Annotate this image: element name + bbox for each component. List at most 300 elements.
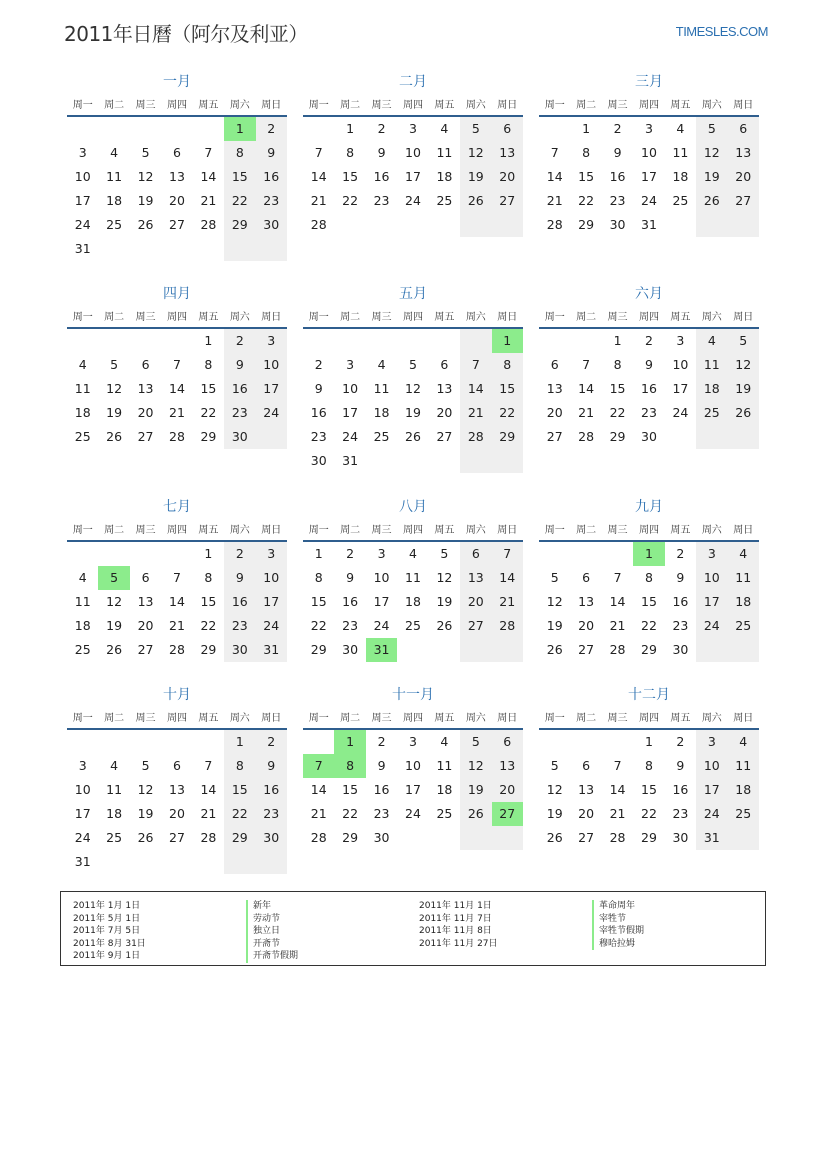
month-name: 十一月	[392, 687, 434, 703]
empty-cell	[161, 730, 192, 754]
day-cell: 23	[672, 806, 689, 821]
day-cell: 19	[546, 806, 563, 821]
day-cell: 13	[137, 381, 154, 396]
day-cell: 8	[346, 145, 355, 160]
legend-holiday-name: 开斋节	[246, 938, 298, 951]
day-cell: 29	[200, 429, 217, 444]
day-cell: 20	[436, 405, 453, 420]
weekday-label: 周一	[72, 312, 93, 323]
day-cell: 15	[578, 169, 595, 184]
empty-cell	[161, 542, 192, 566]
day-cell: 9	[256, 754, 287, 778]
day-cell: 24	[74, 830, 91, 845]
day-cell: 6	[141, 357, 150, 372]
day-cell: 21	[310, 193, 327, 208]
day-cell: 3	[676, 333, 685, 348]
day-cell: 17	[74, 193, 91, 208]
day-cell: 20	[578, 806, 595, 821]
day-cell: 1	[613, 333, 622, 348]
day-cell: 18	[74, 405, 91, 420]
weekday-label: 周六	[229, 525, 250, 536]
day-cell: 5	[110, 357, 119, 372]
day-cell: 26	[728, 401, 759, 425]
day-cell: 13	[137, 594, 154, 609]
weekday-label: 周五	[670, 100, 691, 111]
month-days	[539, 730, 759, 850]
day-cell: 20	[169, 193, 185, 208]
day-cell: 24	[696, 614, 727, 638]
legend-holiday-name: 独立日	[246, 925, 298, 938]
day-cell: 19	[728, 377, 759, 401]
day-cell: 1	[582, 121, 591, 136]
month-block	[303, 497, 523, 662]
day-cell: 9	[645, 357, 653, 372]
day-cell: 17	[256, 590, 287, 614]
weekday-label: 周三	[607, 100, 628, 111]
day-cell: 26	[405, 429, 421, 444]
weekday-header	[67, 92, 287, 117]
empty-cell	[492, 449, 523, 473]
holiday-day-cell: 1	[334, 730, 365, 754]
day-cell: 3	[256, 329, 287, 353]
weekday-label: 周三	[135, 312, 156, 323]
day-cell: 16	[224, 377, 255, 401]
day-cell: 31	[74, 854, 91, 869]
day-cell: 3	[78, 758, 87, 773]
empty-cell	[334, 329, 365, 353]
day-cell: 4	[440, 121, 449, 136]
month-block	[67, 685, 287, 874]
weekday-label: 周三	[607, 713, 628, 724]
weekday-header	[539, 304, 759, 329]
day-cell: 31	[74, 241, 91, 256]
empty-cell	[67, 117, 98, 141]
empty-cell	[98, 730, 129, 754]
day-cell: 31	[342, 453, 359, 468]
day-cell: 14	[169, 381, 185, 396]
empty-cell	[98, 850, 129, 874]
day-cell: 25	[436, 193, 453, 208]
day-cell: 26	[546, 830, 563, 845]
weekday-label: 周六	[229, 713, 250, 724]
weekday-header	[303, 705, 523, 730]
empty-cell	[193, 730, 224, 754]
day-cell: 6	[492, 117, 523, 141]
weekday-label: 周六	[465, 713, 486, 724]
day-cell: 12	[137, 169, 154, 184]
weekday-label: 周二	[104, 100, 125, 111]
page-title: 2011年日曆（阿尔及利亚）	[64, 22, 308, 46]
legend-holiday-name: 劳动节	[246, 913, 298, 926]
day-cell: 17	[342, 405, 359, 420]
day-cell: 2	[256, 117, 287, 141]
weekday-header	[303, 92, 523, 117]
empty-cell	[397, 213, 428, 237]
day-cell: 20	[578, 618, 595, 633]
empty-cell	[98, 117, 129, 141]
day-cell: 26	[137, 830, 154, 845]
weekday-label: 周一	[544, 525, 565, 536]
day-cell: 28	[546, 217, 563, 232]
day-cell: 10	[74, 782, 91, 797]
day-cell: 3	[696, 542, 727, 566]
day-cell: 28	[578, 429, 595, 444]
day-cell: 23	[224, 401, 255, 425]
empty-cell	[665, 213, 696, 237]
weekday-label: 周六	[465, 312, 486, 323]
day-cell: 7	[314, 145, 323, 160]
day-cell: 15	[200, 594, 217, 609]
empty-cell	[366, 449, 397, 473]
month-days	[539, 542, 759, 662]
legend-holiday-name: 宰牲节	[592, 913, 644, 926]
day-cell: 30	[224, 638, 255, 662]
empty-cell	[539, 542, 570, 566]
day-cell: 7	[204, 145, 213, 160]
day-cell: 8	[645, 570, 653, 585]
empty-cell	[460, 638, 491, 662]
legend-date: 2011年 1月 1日	[73, 901, 141, 911]
day-cell: 26	[436, 618, 453, 633]
day-cell: 4	[409, 546, 417, 561]
day-cell: 11	[405, 570, 421, 585]
day-cell: 1	[224, 730, 255, 754]
day-cell: 16	[256, 778, 287, 802]
day-cell: 22	[609, 405, 626, 420]
day-cell: 2	[314, 357, 323, 372]
day-cell: 24	[256, 401, 287, 425]
day-cell: 26	[137, 217, 154, 232]
month-name: 九月	[635, 499, 663, 515]
day-cell: 4	[728, 542, 759, 566]
weekday-label: 周六	[701, 312, 722, 323]
day-cell: 5	[728, 329, 759, 353]
holiday-day-cell: 1	[492, 329, 523, 353]
empty-cell	[539, 117, 570, 141]
holiday-day-cell: 27	[492, 802, 523, 826]
day-cell: 10	[641, 145, 657, 160]
day-cell: 4	[696, 329, 727, 353]
day-cell: 23	[672, 618, 689, 633]
day-cell: 11	[436, 758, 453, 773]
empty-cell	[161, 850, 192, 874]
day-cell: 15	[310, 594, 327, 609]
month-days	[303, 730, 523, 850]
weekday-label: 周二	[340, 713, 361, 724]
day-cell: 22	[578, 193, 595, 208]
empty-cell	[728, 638, 759, 662]
legend-names-col-1	[246, 900, 298, 963]
empty-cell	[161, 237, 192, 261]
day-cell: 21	[169, 618, 185, 633]
month-name: 四月	[163, 286, 191, 302]
day-cell: 5	[440, 546, 449, 561]
day-cell: 10	[696, 754, 727, 778]
empty-cell	[256, 425, 287, 449]
month-block	[539, 497, 759, 662]
weekday-label: 周日	[497, 100, 518, 111]
day-cell: 21	[578, 405, 595, 420]
day-cell: 15	[200, 381, 217, 396]
empty-cell	[193, 850, 224, 874]
day-cell: 31	[696, 826, 727, 850]
weekday-label: 周二	[104, 713, 125, 724]
day-cell: 22	[641, 806, 657, 821]
day-cell: 12	[546, 782, 563, 797]
day-cell: 7	[613, 570, 622, 585]
weekday-label: 周日	[497, 312, 518, 323]
weekday-label: 周四	[638, 525, 659, 536]
empty-cell	[539, 730, 570, 754]
empty-cell	[193, 237, 224, 261]
day-cell: 18	[106, 806, 123, 821]
day-cell: 8	[224, 754, 255, 778]
weekday-label: 周四	[638, 100, 659, 111]
legend-dates-col-2	[419, 900, 498, 950]
weekday-label: 周三	[607, 312, 628, 323]
day-cell: 1	[204, 333, 213, 348]
empty-cell	[130, 850, 161, 874]
holiday-legend	[60, 891, 766, 966]
day-cell: 15	[224, 778, 255, 802]
month-block	[539, 284, 759, 449]
day-cell: 23	[609, 193, 626, 208]
empty-cell	[303, 730, 334, 754]
day-cell: 11	[74, 381, 91, 396]
day-cell: 23	[256, 189, 287, 213]
month-block	[303, 72, 523, 237]
day-cell: 17	[405, 782, 421, 797]
weekday-label: 周五	[670, 312, 691, 323]
day-cell: 26	[106, 642, 123, 657]
day-cell: 7	[492, 542, 523, 566]
empty-cell	[67, 542, 98, 566]
empty-cell	[665, 425, 696, 449]
month-days	[539, 117, 759, 237]
weekday-label: 周日	[733, 525, 754, 536]
day-cell: 30	[672, 642, 689, 657]
day-cell: 10	[405, 145, 421, 160]
day-cell: 20	[137, 618, 154, 633]
day-cell: 21	[460, 401, 491, 425]
empty-cell	[460, 449, 491, 473]
day-cell: 12	[405, 381, 421, 396]
day-cell: 2	[676, 734, 685, 749]
day-cell: 6	[460, 542, 491, 566]
empty-cell	[397, 638, 428, 662]
empty-cell	[570, 329, 601, 353]
day-cell: 20	[492, 165, 523, 189]
weekday-label: 周四	[402, 100, 423, 111]
holiday-day-cell: 7	[303, 754, 334, 778]
weekday-label: 周二	[576, 713, 597, 724]
day-cell: 10	[405, 758, 421, 773]
day-cell: 3	[346, 357, 355, 372]
weekday-label: 周四	[166, 525, 187, 536]
day-cell: 16	[310, 405, 327, 420]
day-cell: 18	[696, 377, 727, 401]
month-name: 十二月	[628, 687, 670, 703]
legend-names-col-2	[592, 900, 644, 950]
day-cell: 9	[676, 570, 685, 585]
empty-cell	[98, 542, 129, 566]
day-cell: 16	[224, 590, 255, 614]
day-cell: 16	[373, 782, 390, 797]
day-cell: 11	[696, 353, 727, 377]
day-cell: 23	[310, 429, 327, 444]
weekday-label: 周一	[544, 713, 565, 724]
day-cell: 3	[256, 542, 287, 566]
day-cell: 18	[74, 618, 91, 633]
empty-cell	[602, 542, 633, 566]
month-days	[303, 117, 523, 237]
weekday-label: 周五	[198, 713, 219, 724]
day-cell: 19	[460, 165, 491, 189]
day-cell: 5	[141, 145, 150, 160]
legend-date: 2011年 8月 31日	[73, 938, 146, 949]
empty-cell	[492, 638, 523, 662]
day-cell: 21	[546, 193, 563, 208]
weekday-label: 周一	[72, 100, 93, 111]
day-cell: 14	[200, 782, 217, 797]
weekday-header	[67, 705, 287, 730]
day-cell: 19	[137, 806, 154, 821]
day-cell: 20	[169, 806, 185, 821]
day-cell: 24	[672, 405, 689, 420]
empty-cell	[98, 237, 129, 261]
weekday-label: 周一	[308, 525, 329, 536]
legend-date: 2011年 11月 8日	[419, 926, 492, 936]
weekday-label: 周六	[701, 525, 722, 536]
month-name: 七月	[163, 499, 191, 515]
day-cell: 14	[546, 169, 563, 184]
day-cell: 12	[106, 594, 123, 609]
weekday-label: 周五	[434, 525, 455, 536]
empty-cell	[366, 329, 397, 353]
day-cell: 5	[409, 357, 417, 372]
empty-cell	[539, 329, 570, 353]
day-cell: 28	[609, 642, 626, 657]
weekday-label: 周三	[135, 713, 156, 724]
day-cell: 8	[613, 357, 622, 372]
weekday-label: 周日	[261, 525, 282, 536]
legend-date: 2011年 11月 27日	[419, 938, 498, 949]
day-cell: 16	[342, 594, 359, 609]
day-cell: 27	[546, 429, 563, 444]
day-cell: 9	[377, 145, 386, 160]
day-cell: 14	[310, 169, 327, 184]
day-cell: 25	[436, 806, 453, 821]
day-cell: 28	[492, 614, 523, 638]
brand-logo[interactable]: TIMESLES.COM	[675, 24, 768, 39]
weekday-label: 周二	[340, 312, 361, 323]
month-block	[303, 685, 523, 850]
weekday-label: 周五	[670, 713, 691, 724]
weekday-label: 周六	[229, 100, 250, 111]
day-cell: 10	[256, 566, 287, 590]
empty-cell	[334, 213, 365, 237]
day-cell: 6	[492, 730, 523, 754]
day-cell: 27	[492, 189, 523, 213]
weekday-label: 周一	[544, 100, 565, 111]
day-cell: 17	[696, 778, 727, 802]
day-cell: 19	[405, 405, 421, 420]
day-cell: 2	[377, 121, 386, 136]
day-cell: 31	[256, 638, 287, 662]
day-cell: 30	[256, 826, 287, 850]
weekday-label: 周日	[261, 100, 282, 111]
day-cell: 3	[409, 121, 417, 136]
day-cell: 29	[224, 826, 255, 850]
day-cell: 17	[672, 381, 689, 396]
day-cell: 27	[436, 429, 453, 444]
holiday-day-cell: 1	[224, 117, 255, 141]
day-cell: 10	[696, 566, 727, 590]
day-cell: 22	[310, 618, 327, 633]
day-cell: 14	[609, 782, 626, 797]
day-cell: 15	[641, 782, 657, 797]
day-cell: 7	[550, 145, 559, 160]
empty-cell	[67, 730, 98, 754]
day-cell: 6	[550, 357, 559, 372]
day-cell: 29	[342, 830, 359, 845]
day-cell: 2	[224, 329, 255, 353]
day-cell: 26	[106, 429, 123, 444]
day-cell: 19	[137, 193, 154, 208]
day-cell: 8	[224, 141, 255, 165]
month-days	[67, 117, 287, 261]
holiday-day-cell: 31	[366, 638, 397, 662]
month-days	[67, 329, 287, 449]
day-cell: 25	[106, 830, 123, 845]
day-cell: 1	[204, 546, 213, 561]
day-cell: 26	[546, 642, 563, 657]
weekday-label: 周日	[497, 713, 518, 724]
empty-cell	[224, 850, 255, 874]
day-cell: 19	[546, 618, 563, 633]
day-cell: 25	[373, 429, 390, 444]
day-cell: 29	[609, 429, 626, 444]
empty-cell	[460, 826, 491, 850]
day-cell: 14	[492, 566, 523, 590]
day-cell: 27	[169, 830, 185, 845]
empty-cell	[303, 329, 334, 353]
weekday-label: 周五	[198, 525, 219, 536]
empty-cell	[696, 213, 727, 237]
empty-cell	[728, 425, 759, 449]
day-cell: 10	[373, 570, 390, 585]
day-cell: 13	[169, 169, 185, 184]
day-cell: 4	[676, 121, 685, 136]
day-cell: 7	[613, 758, 622, 773]
empty-cell	[429, 638, 460, 662]
day-cell: 18	[436, 169, 453, 184]
weekday-label: 周四	[166, 713, 187, 724]
weekday-label: 周五	[434, 713, 455, 724]
empty-cell	[161, 329, 192, 353]
day-cell: 18	[405, 594, 421, 609]
month-name: 六月	[635, 286, 663, 302]
day-cell: 25	[74, 429, 91, 444]
day-cell: 3	[377, 546, 386, 561]
day-cell: 9	[346, 570, 355, 585]
day-cell: 2	[346, 546, 355, 561]
day-cell: 5	[696, 117, 727, 141]
day-cell: 27	[578, 642, 595, 657]
day-cell: 26	[696, 189, 727, 213]
day-cell: 18	[728, 590, 759, 614]
day-cell: 30	[256, 213, 287, 237]
